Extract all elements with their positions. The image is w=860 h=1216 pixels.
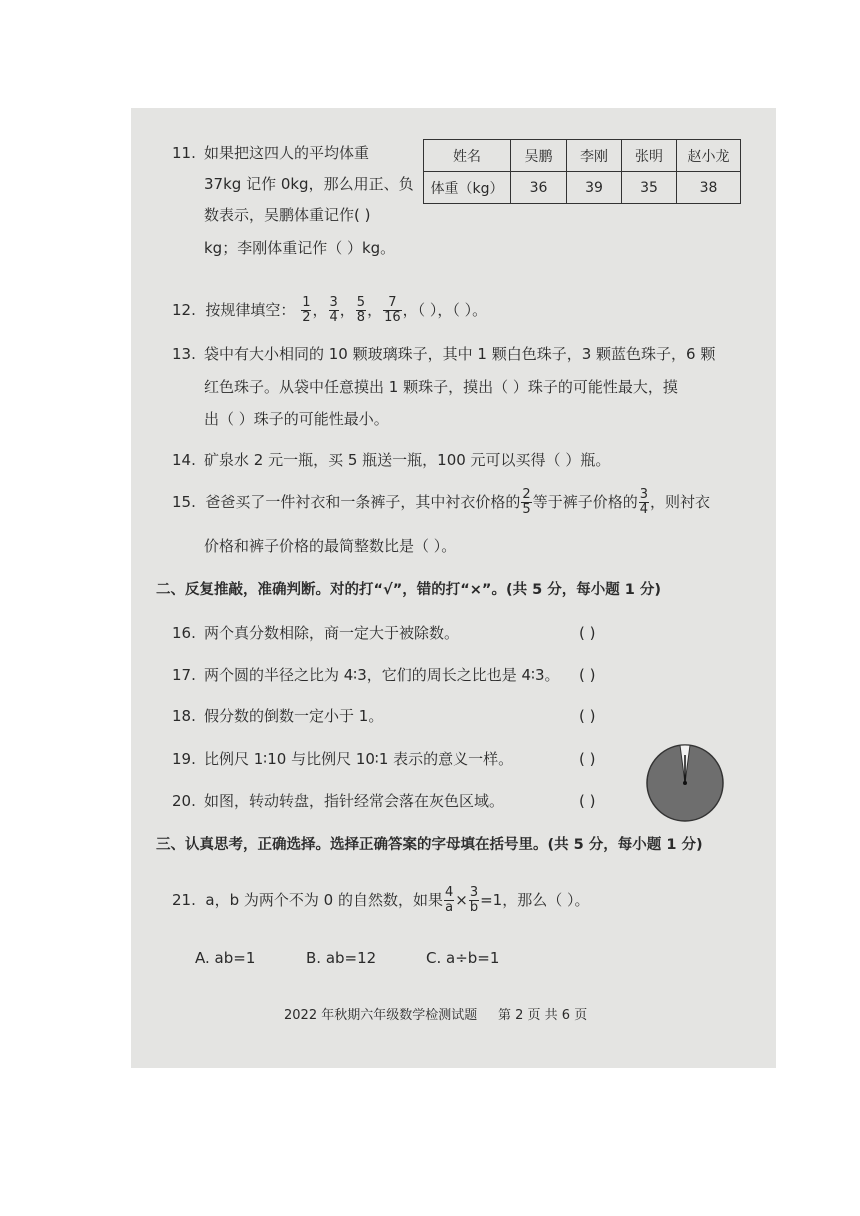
table-cell: 36 [511, 172, 567, 204]
q17-number: 17. [172, 666, 196, 684]
q18-number: 18. [172, 707, 196, 725]
q11-line4: kg；李刚体重记作（ ）kg。 [204, 239, 396, 257]
times-sign: × [455, 891, 468, 909]
q13-line1: 袋中有大小相同的 10 颗玻璃珠子，其中 1 颗白色珠子，3 颗蓝色珠子，6 颗 [204, 345, 716, 363]
q12-number: 12. [172, 301, 196, 319]
table-cell: 吴鹏 [511, 140, 567, 172]
q18-text: 假分数的倒数一定小于 1。 [204, 707, 384, 725]
option-c: C. a÷b=1 [426, 949, 500, 967]
q21-text: a，b 为两个不为 0 的自然数，如果 [205, 891, 443, 909]
q11-number: 11. [172, 144, 196, 162]
table-cell: 39 [567, 172, 622, 204]
answer-paren: ( ) [579, 666, 596, 684]
answer-paren: ( ) [579, 792, 596, 810]
q11-line1: 如果把这四人的平均体重 [204, 144, 370, 162]
q12-suffix: ，（ ），（ ）。 [402, 301, 488, 319]
q16-number: 16. [172, 624, 196, 642]
section3-title: 三、认真思考，正确选择。选择正确答案的字母填在括号里。(共 5 分，每小题 1 分) [156, 837, 703, 853]
q21-text: =1，那么（ ）。 [480, 891, 590, 909]
option-b: B. ab=12 [306, 949, 377, 967]
q12: 12. 按规律填空： $\frac{1}{2}$ ， $\frac{3}{4}$ ， $\frac{5}{8}$ ， $\frac{7}{16}$ ，（ ），（ ）。 [172, 295, 488, 325]
spinner-center [683, 781, 687, 785]
q19-text: 比例尺 1∶10 与比例尺 10∶1 表示的意义一样。 [204, 750, 514, 768]
q15-line2: 价格和裤子价格的最简整数比是（ ）。 [204, 537, 457, 555]
q15-line1 [172, 482, 710, 522]
q21-number: 21. [172, 891, 196, 909]
fraction: $\frac{7}{16}$ [384, 295, 401, 325]
answer-paren: ( ) [579, 624, 596, 642]
table-cell: 赵小龙 [677, 140, 741, 172]
q20-number: 20. [172, 792, 196, 810]
footer-title: 2022 年秋期六年级数学检测试题 [284, 1008, 478, 1023]
table-cell: 35 [622, 172, 677, 204]
q21 [172, 880, 590, 920]
fraction: $\frac{3}{b}$ [469, 885, 479, 915]
q13-number: 13. [172, 345, 196, 363]
q14-number: 14. [172, 451, 196, 469]
q20-text: 如图，转动转盘，指针经常会落在灰色区域。 [204, 792, 505, 810]
table-cell: 张明 [622, 140, 677, 172]
answer-paren: ( ) [579, 750, 596, 768]
table-row [424, 172, 741, 204]
q15-text: 爸爸买了一件衬衣和一条裤子，其中衬衣价格的 [205, 493, 521, 511]
q12-prefix: 按规律填空： [205, 301, 296, 319]
q11-line2: 37kg 记作 0kg，那么用正、负 [204, 175, 414, 193]
q11-line3: 数表示，吴鹏体重记作( ) [204, 206, 371, 224]
q15-text: ，则衬衣 [650, 493, 711, 511]
fraction: $\frac{5}{8}$ [356, 295, 366, 325]
table-header-row [424, 140, 741, 172]
q19-number: 19. [172, 750, 196, 768]
table-cell: 体重（kg） [424, 172, 511, 204]
footer-page: 第 2 页 共 6 页 [498, 1008, 588, 1023]
spinner-figure [645, 743, 725, 823]
q13-line3: 出（ ）珠子的可能性最小。 [204, 410, 389, 428]
weight-table [423, 139, 741, 204]
table-cell: 姓名 [424, 140, 511, 172]
q15-number: 15. [172, 493, 196, 511]
option-a: A. ab=1 [195, 949, 256, 967]
q14-text: 矿泉水 2 元一瓶，买 5 瓶送一瓶，100 元可以买得（ ）瓶。 [204, 451, 611, 469]
q13-line2: 红色珠子。从袋中任意摸出 1 颗珠子，摸出（ ）珠子的可能性最大，摸 [204, 378, 678, 396]
q15-text: 等于裤子价格的 [532, 493, 638, 511]
fraction: $\frac{1}{2}$ [302, 295, 311, 325]
fraction: $\frac{4}{a}$ [444, 885, 454, 915]
answer-paren: ( ) [579, 707, 596, 725]
q17-text: 两个圆的半径之比为 4∶3，它们的周长之比也是 4∶3。 [204, 666, 560, 684]
table-cell: 李刚 [567, 140, 622, 172]
q16-text: 两个真分数相除，商一定大于被除数。 [204, 624, 460, 642]
fraction: $\frac{3}{4}$ [329, 295, 338, 325]
fraction: $\frac{3}{4}$ [639, 487, 648, 517]
fraction: $\frac{2}{5}$ [522, 487, 531, 517]
table-cell: 38 [677, 172, 741, 204]
section2-title: 二、反复推敲，准确判断。对的打“√”，错的打“×”。(共 5 分，每小题 1 分) [156, 582, 662, 598]
